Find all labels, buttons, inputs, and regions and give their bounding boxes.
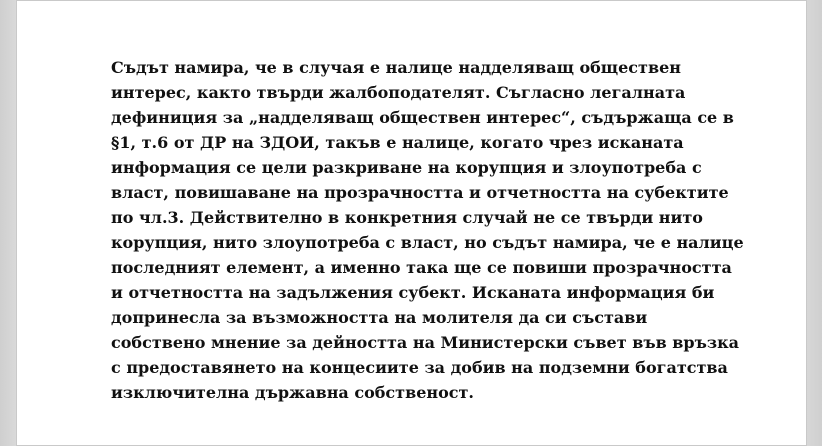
paragraph-line-6: власт, повишаване на прозрачността и отчетността на субектите (111, 183, 729, 202)
paragraph-line-11: допринесла за възможността на молителя да си състави (111, 308, 648, 327)
paragraph-line-1: Съдът намира, че в случая е налице надделяващ обществен (111, 58, 681, 77)
paragraph-line-7: по чл.3. Действително в конкретния случай не се твърди нито (111, 208, 703, 227)
paragraph-line-9: последният елемент, а именно така ще се повиши прозрачността (111, 258, 732, 277)
paragraph-line-2: интерес, както твърди жалбоподателят. Съгласно легалната (111, 83, 686, 102)
paragraph-line-5: информация се цели разкриване на корупция и злоупотреба с (111, 158, 702, 177)
paragraph-line-13: с предоставянето на концесиите за добив на подземни богатства (111, 358, 728, 377)
paragraph-line-4: §1, т.6 от ДР на ЗДОИ, такъв е налице, когато чрез исканата (111, 133, 684, 152)
left-margin (0, 0, 16, 446)
paragraph-line-3: дефиниция за „надделяващ обществен интерес“, съдържаща се в (111, 108, 734, 127)
document-page (16, 0, 807, 446)
paragraph-line-10: и отчетността на задължения субект. Исканата информация би (111, 283, 715, 302)
paragraph-line-12: собствено мнение за дейността на Министерски съвет във връзка (111, 333, 740, 352)
paragraph-line-8: корупция, нито злоупотреба с власт, но съдът намира, че е налице (111, 233, 744, 252)
right-gutter (807, 0, 822, 446)
document-paragraph (111, 55, 744, 405)
paragraph-line-14: изключителна държавна собственост. (111, 383, 474, 402)
